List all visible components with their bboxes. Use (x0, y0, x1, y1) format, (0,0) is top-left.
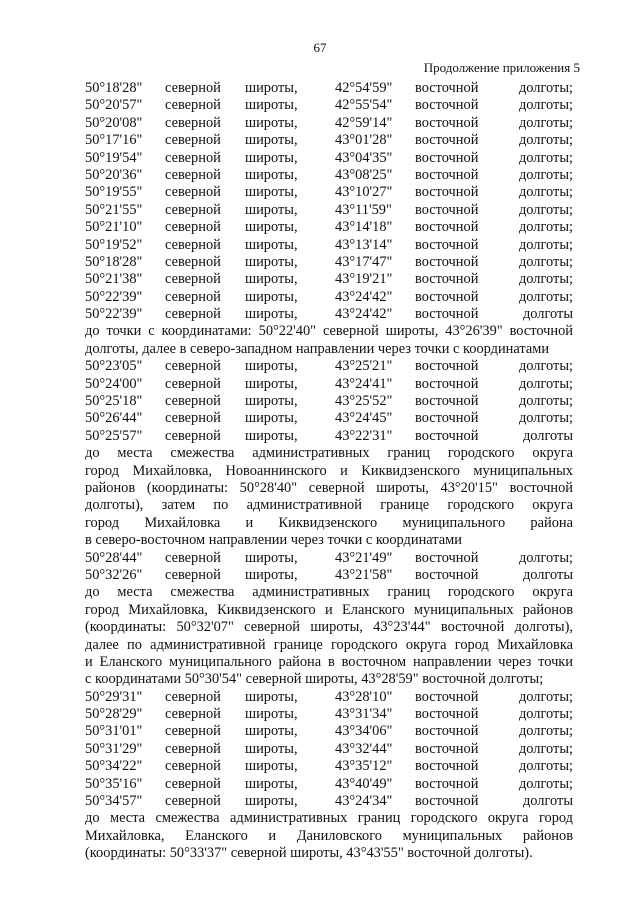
coordinate-row (85, 202, 573, 219)
latitude-kind: широты, (245, 740, 298, 757)
longitude-value: 43°11'59" (335, 201, 392, 218)
coordinate-row (85, 167, 573, 184)
text-line: до точки с координатами: 50°22'40" северной широты, 43°26'39" восточной (85, 323, 573, 340)
latitude-word: северной (165, 793, 221, 810)
longitude-kind: долготы; (518, 271, 573, 288)
longitude-value: 43°25'52" (335, 393, 393, 410)
longitude-value: 43°34'06" (335, 723, 393, 740)
latitude-word: северной (165, 723, 221, 740)
latitude-kind: широты, (245, 566, 298, 583)
longitude-word: восточной (415, 219, 479, 236)
longitude-word: восточной (415, 706, 479, 723)
latitude-kind: широты, (245, 149, 298, 166)
longitude-word: восточной (415, 775, 479, 792)
latitude-value: 50°28'44" (85, 549, 143, 566)
latitude-word: северной (165, 706, 221, 723)
latitude-word: северной (165, 740, 221, 757)
longitude-value: 42°54'59" (335, 80, 393, 96)
longitude-word: восточной (415, 410, 479, 427)
latitude-word: северной (165, 358, 221, 375)
longitude-value: 43°24'42" (335, 288, 393, 305)
coordinate-row (85, 776, 573, 793)
longitude-value: 43°08'25" (335, 166, 393, 183)
latitude-kind: широты, (245, 793, 298, 810)
latitude-word: северной (165, 97, 221, 114)
longitude-kind: долготы; (518, 723, 573, 740)
longitude-value: 43°10'27" (335, 184, 393, 201)
latitude-kind: широты, (245, 393, 298, 410)
latitude-word: северной (165, 253, 221, 270)
longitude-value: 43°13'14" (335, 236, 393, 253)
coordinate-row (85, 393, 573, 410)
longitude-word: восточной (415, 184, 479, 201)
coordinate-row (85, 271, 573, 288)
longitude-kind: долготы; (518, 393, 573, 410)
longitude-value: 43°35'12" (335, 758, 393, 775)
longitude-word: восточной (415, 149, 479, 166)
latitude-value: 50°35'16" (85, 775, 143, 792)
longitude-word: восточной (415, 114, 479, 131)
text-line: в северо-восточном направлении через точки с координатами (85, 532, 462, 549)
text-line: город Михайловка, Киквидзенского и Еланского муниципальных районов (85, 601, 573, 618)
text-line: далее по административной границе городского округа город Михайловка (85, 636, 573, 653)
appendix-continuation-caption: Продолжение приложения 5 (423, 60, 580, 75)
latitude-value: 50°18'28" (85, 80, 143, 96)
longitude-kind: долготы; (518, 288, 573, 305)
longitude-kind: долготы; (518, 358, 573, 375)
latitude-value: 50°32'26" (85, 566, 143, 583)
latitude-kind: широты, (245, 271, 298, 288)
latitude-value: 50°34'57" (85, 793, 143, 810)
latitude-kind: широты, (245, 375, 298, 392)
latitude-word: северной (165, 149, 221, 166)
latitude-kind: широты, (245, 132, 298, 149)
longitude-value: 43°31'34" (335, 706, 393, 723)
latitude-kind: широты, (245, 723, 298, 740)
longitude-value: 43°04'35" (335, 149, 393, 166)
latitude-value: 50°19'55" (85, 184, 143, 201)
text-line: долготы, далее в северо-западном направлении через точки с координатами (85, 340, 550, 357)
longitude-kind: долготы; (518, 184, 573, 201)
longitude-kind: долготы; (518, 80, 573, 96)
longitude-word: восточной (415, 80, 479, 96)
latitude-word: северной (165, 219, 221, 236)
longitude-word: восточной (415, 288, 479, 305)
coordinate-row (85, 80, 573, 97)
coordinate-row (85, 132, 573, 149)
longitude-word: восточной (415, 723, 479, 740)
latitude-kind: широты, (245, 688, 298, 705)
coordinate-row (85, 567, 573, 584)
longitude-kind: долготы; (518, 253, 573, 270)
latitude-kind: широты, (245, 288, 298, 305)
text-line: с координатами 50°30'54" северной широты, 43°28'59" восточной долготы; (85, 671, 544, 688)
coordinate-row (85, 723, 573, 740)
coordinate-row (85, 184, 573, 201)
coordinate-row (85, 115, 573, 132)
longitude-word: восточной (415, 166, 479, 183)
latitude-word: северной (165, 688, 221, 705)
longitude-value: 42°59'14" (335, 114, 393, 131)
longitude-kind: долготы; (518, 740, 573, 757)
longitude-word: восточной (415, 236, 479, 253)
longitude-word: восточной (415, 201, 479, 218)
coordinate-row (85, 254, 573, 271)
longitude-kind: долготы; (518, 149, 573, 166)
longitude-value: 43°40'49" (335, 775, 393, 792)
longitude-kind: долготы; (518, 132, 573, 149)
latitude-kind: широты, (245, 201, 298, 218)
latitude-word: северной (165, 166, 221, 183)
latitude-value: 50°20'36" (85, 166, 143, 183)
coordinate-row (85, 793, 573, 810)
latitude-value: 50°18'28" (85, 253, 143, 270)
latitude-value: 50°21'55" (85, 201, 143, 218)
longitude-kind: долготы; (518, 236, 573, 253)
longitude-kind: долготы; (518, 114, 573, 131)
text-line: Михайловка, Еланского и Даниловского муниципальных районов (85, 827, 573, 844)
latitude-kind: широты, (245, 166, 298, 183)
coordinate-row (85, 410, 573, 427)
latitude-kind: широты, (245, 410, 298, 427)
longitude-kind: долготы; (518, 166, 573, 183)
longitude-value: 42°55'54" (335, 97, 393, 114)
latitude-word: северной (165, 375, 221, 392)
longitude-value: 43°21'58" (335, 566, 393, 583)
longitude-word: восточной (415, 793, 479, 810)
longitude-kind: долготы; (518, 97, 573, 114)
coordinate-row (85, 706, 573, 723)
latitude-value: 50°34'22" (85, 758, 143, 775)
latitude-word: северной (165, 566, 221, 583)
latitude-kind: широты, (245, 97, 298, 114)
latitude-kind: широты, (245, 549, 298, 566)
latitude-word: северной (165, 114, 221, 131)
latitude-word: северной (165, 288, 221, 305)
latitude-kind: широты, (245, 775, 298, 792)
latitude-value: 50°19'54" (85, 149, 143, 166)
latitude-word: северной (165, 132, 221, 149)
latitude-value: 50°22'39" (85, 288, 143, 305)
latitude-word: северной (165, 775, 221, 792)
longitude-word: восточной (415, 97, 479, 114)
latitude-value: 50°20'08" (85, 114, 143, 131)
document-body (85, 80, 573, 863)
text-line: долготы), затем по административной границе городского округа (85, 497, 573, 514)
longitude-kind: долготы; (518, 375, 573, 392)
latitude-word: северной (165, 184, 221, 201)
longitude-word: восточной (415, 271, 479, 288)
longitude-value: 43°24'42" (335, 306, 393, 323)
longitude-word: восточной (415, 306, 479, 323)
coordinate-row (85, 376, 573, 393)
longitude-word: восточной (415, 427, 479, 444)
coordinate-row (85, 550, 573, 567)
longitude-kind: долготы; (518, 410, 573, 427)
longitude-word: восточной (415, 549, 479, 566)
latitude-value: 50°25'57" (85, 427, 143, 444)
longitude-value: 43°24'41" (335, 375, 393, 392)
longitude-kind: долготы; (518, 219, 573, 236)
latitude-value: 50°20'57" (85, 97, 143, 114)
latitude-value: 50°31'01" (85, 723, 143, 740)
coordinate-row (85, 689, 573, 706)
longitude-word: восточной (415, 358, 479, 375)
coordinate-row (85, 289, 573, 306)
coordinate-row (85, 428, 573, 445)
longitude-kind: долготы (522, 427, 573, 444)
latitude-value: 50°17'16" (85, 132, 143, 149)
latitude-kind: широты, (245, 184, 298, 201)
longitude-kind: долготы; (518, 201, 573, 218)
longitude-value: 43°19'21" (335, 271, 393, 288)
coordinate-row (85, 219, 573, 236)
latitude-kind: широты, (245, 758, 298, 775)
longitude-word: восточной (415, 132, 479, 149)
page-number: 67 (313, 40, 327, 55)
latitude-kind: широты, (245, 306, 298, 323)
latitude-value: 50°22'39" (85, 306, 143, 323)
text-line: районов (координаты: 50°28'40" северной широты, 43°20'15" восточной (85, 479, 573, 496)
latitude-kind: широты, (245, 219, 298, 236)
text-line: (координаты: 50°33'37" северной широты, 43°43'55" восточной долготы). (85, 845, 533, 862)
coordinate-row (85, 741, 573, 758)
longitude-kind: долготы; (518, 688, 573, 705)
latitude-word: северной (165, 410, 221, 427)
coordinate-row (85, 758, 573, 775)
longitude-value: 43°32'44" (335, 740, 393, 757)
longitude-kind: долготы; (518, 775, 573, 792)
longitude-value: 43°28'10" (335, 688, 393, 705)
latitude-kind: широты, (245, 114, 298, 131)
text-line: город Михайловка, Новоаннинского и Киквидзенского муниципальных (85, 462, 573, 479)
latitude-value: 50°31'29" (85, 740, 143, 757)
longitude-word: восточной (415, 253, 479, 270)
longitude-value: 43°17'47" (335, 253, 393, 270)
longitude-value: 43°21'49" (335, 549, 393, 566)
latitude-value: 50°26'44" (85, 410, 143, 427)
latitude-word: северной (165, 80, 221, 96)
latitude-word: северной (165, 201, 221, 218)
longitude-value: 43°22'31" (335, 427, 393, 444)
latitude-word: северной (165, 549, 221, 566)
longitude-value: 43°01'28" (335, 132, 393, 149)
latitude-value: 50°25'18" (85, 393, 143, 410)
latitude-word: северной (165, 427, 221, 444)
longitude-word: восточной (415, 758, 479, 775)
longitude-word: восточной (415, 740, 479, 757)
longitude-word: восточной (415, 688, 479, 705)
longitude-word: восточной (415, 393, 479, 410)
longitude-value: 43°25'21" (335, 358, 393, 375)
latitude-word: северной (165, 758, 221, 775)
latitude-word: северной (165, 236, 221, 253)
latitude-kind: широты, (245, 253, 298, 270)
longitude-value: 43°14'18" (335, 219, 393, 236)
latitude-value: 50°29'31" (85, 688, 143, 705)
longitude-kind: долготы; (518, 758, 573, 775)
latitude-value: 50°19'52" (85, 236, 143, 253)
coordinate-row (85, 358, 573, 375)
longitude-kind: долготы; (518, 549, 573, 566)
coordinate-row (85, 97, 573, 114)
latitude-value: 50°23'05" (85, 358, 143, 375)
longitude-value: 43°24'34" (335, 793, 393, 810)
longitude-kind: долготы (522, 306, 573, 323)
longitude-value: 43°24'45" (335, 410, 393, 427)
longitude-word: восточной (415, 566, 479, 583)
longitude-word: восточной (415, 375, 479, 392)
latitude-word: северной (165, 393, 221, 410)
longitude-kind: долготы; (518, 706, 573, 723)
latitude-kind: широты, (245, 427, 298, 444)
text-line: до места смежества административных границ городского округа (85, 445, 573, 462)
longitude-kind: долготы (522, 793, 573, 810)
latitude-value: 50°24'00" (85, 375, 143, 392)
latitude-value: 50°28'29" (85, 706, 143, 723)
text-line: до места смежества административных границ городского округа город (85, 810, 573, 827)
latitude-kind: широты, (245, 236, 298, 253)
latitude-kind: широты, (245, 358, 298, 375)
text-line: город Михайловка и Киквидзенского муниципального района (85, 514, 573, 531)
latitude-kind: широты, (245, 80, 298, 96)
longitude-kind: долготы (522, 566, 573, 583)
latitude-value: 50°21'38" (85, 271, 143, 288)
latitude-kind: широты, (245, 706, 298, 723)
latitude-word: северной (165, 271, 221, 288)
coordinate-row (85, 150, 573, 167)
latitude-value: 50°21'10" (85, 219, 143, 236)
latitude-word: северной (165, 306, 221, 323)
text-line: (координаты: 50°32'07" северной широты, 43°23'44" восточной долготы), (85, 619, 573, 636)
text-line: и Еланского муниципального района в восточном направлении через точки (85, 653, 573, 670)
text-line: до места смежества административных границ городского округа (85, 584, 573, 601)
coordinate-row (85, 237, 573, 254)
coordinate-row (85, 306, 573, 323)
